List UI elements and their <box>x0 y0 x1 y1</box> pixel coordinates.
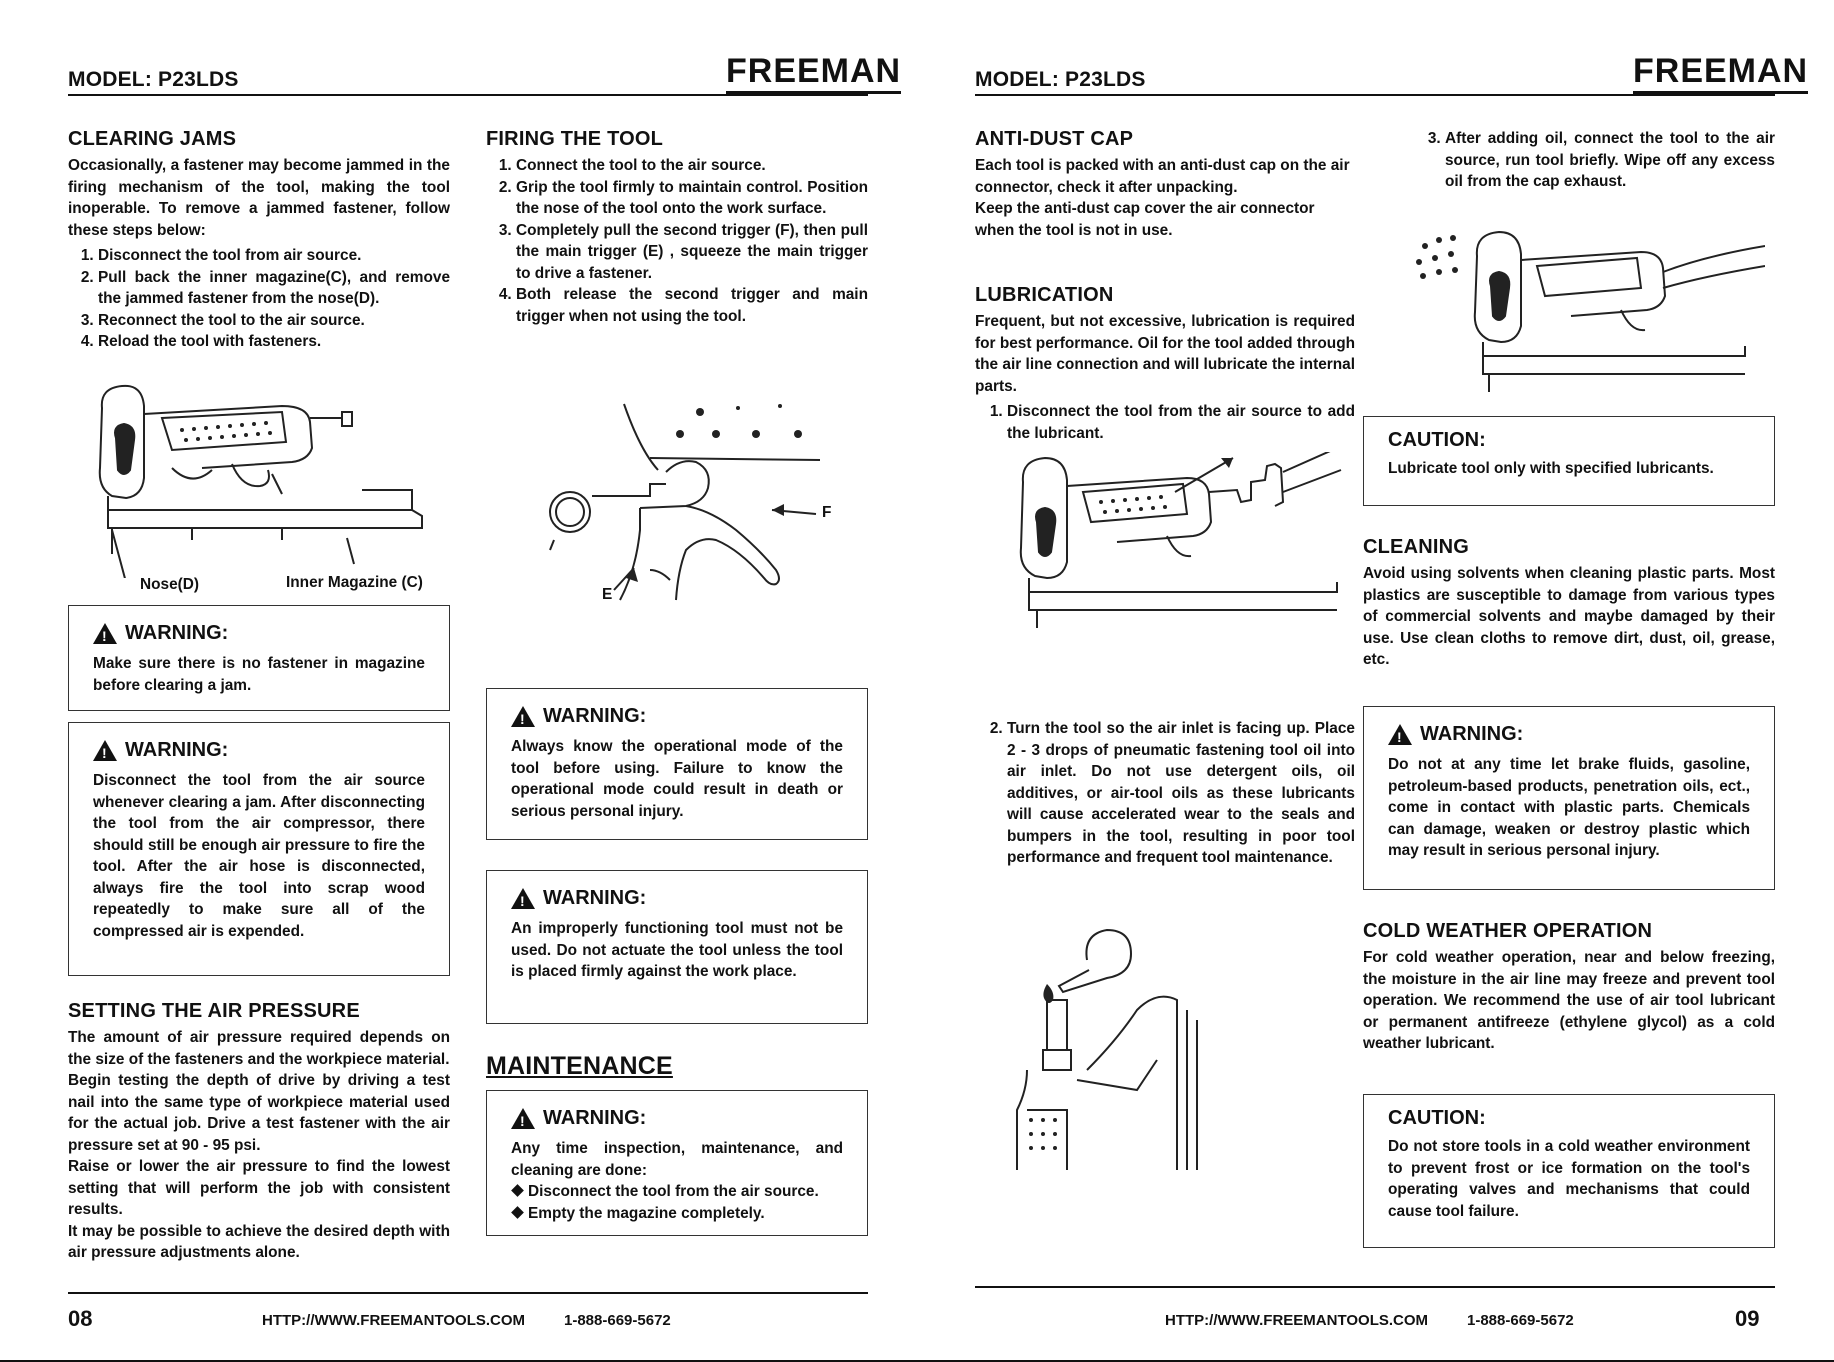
warning-text: Always know the operational mode of the tool before using. Failure to know the operational mode could result in death or serious personal injury. <box>511 738 843 820</box>
warning-icon <box>511 706 535 727</box>
warning-box <box>486 688 868 840</box>
list-item: 3. Completely pull the second trigger (F), then pull the main trigger (E) , squeeze the main trigger to drive a fastener. <box>516 220 868 285</box>
footer-rule <box>975 1286 1775 1288</box>
page-right <box>917 0 1834 1362</box>
list-item: 2. Turn the tool so the air inlet is facing up. Place 2 - 3 drops of pneumatic fastening tool oil into air inlet. Do not use detergent oils, oil additives, or air-tool oils as these lubricants will cause accelerated wear to the seals and bumpers in the tool, resulting in poor tool performance and frequent tool maintenance. <box>1007 718 1355 869</box>
label-nose: Nose(D) <box>140 576 199 593</box>
lubrication-steps <box>975 718 1355 869</box>
clearing-jams-intro: Occasionally, a fastener may become jammed in the firing mechanism of the tool, making the tool inoperable. To remove a jammed fastener, follow these steps below: <box>68 157 450 239</box>
brand-logo <box>1633 54 1808 94</box>
paragraph: Avoid using solvents when cleaning plastic parts. Most plastics are susceptible to damage from various types of commercial solvents and maybe damaged by their use. Use clean cloths to remove dirt, dust, oil, grease, etc. <box>1363 565 1775 668</box>
lubrication-step-2 <box>975 718 1355 869</box>
section-title: COLD WEATHER OPERATION <box>1363 920 1653 942</box>
brand-logo <box>726 54 901 94</box>
cold-weather-section <box>1363 920 1775 1055</box>
footer-url: HTTP://WWW.FREEMANTOOLS.COM <box>1165 1312 1429 1329</box>
paragraph: Begin testing the depth of drive by driving a test nail into the same type of workpiece material used for the actual job. Drive a test fastener with the air pressure set at 90 - 95 psi. <box>68 1072 450 1154</box>
air-pressure-section <box>68 1000 450 1264</box>
list-item: 2. Pull back the inner magazine(C), and remove the jammed fastener from the nose(D). <box>98 267 450 310</box>
header-rule <box>68 94 868 96</box>
model-label: MODEL: P23LDS <box>68 68 239 91</box>
section-title: LUBRICATION <box>975 284 1114 306</box>
warning-icon <box>1388 724 1412 745</box>
warning-text: Disconnect the tool from the air source whenever clearing a jam. After disconnecting the tool from the air compressor, there should still be enough air pressure to fire the tool. After the air hose is disconnected, always fire the tool into scrap wood repeatedly to make sure all of the compressed air is expended. <box>93 772 425 940</box>
list-item: 1. Disconnect the tool from air source. <box>98 245 450 267</box>
paragraph: Raise or lower the air pressure to find the lowest setting that will perform the job with consistent results. <box>68 1158 450 1218</box>
list-item: 1. Connect the tool to the air source. <box>516 155 868 177</box>
caution-title: CAUTION: <box>1388 1107 1486 1129</box>
warning-box <box>1363 706 1775 890</box>
list-item <box>511 1203 843 1225</box>
stapler-side-illustration <box>82 378 442 578</box>
list-item: 4. Both release the second trigger and main trigger when not using the tool. <box>516 284 868 327</box>
warning-text: An improperly functioning tool must not be used. Do not actuate the tool unless the tool is placed firmly against the work place. <box>511 920 843 980</box>
lubrication-section <box>975 284 1355 444</box>
list-item: 3. After adding oil, connect the tool to the air source, run tool briefly. Wipe off any excess oil from the cap exhaust. <box>1445 128 1775 193</box>
warning-box <box>486 1090 868 1236</box>
cleaning-section <box>1363 536 1775 671</box>
caution-text: Lubricate tool only with specified lubricants. <box>1388 460 1714 477</box>
section-title: SETTING THE AIR PRESSURE <box>68 1000 360 1022</box>
footer-url: HTTP://WWW.FREEMANTOOLS.COM <box>262 1312 526 1329</box>
model-label: MODEL: P23LDS <box>975 68 1146 91</box>
oiling-illustration <box>1007 920 1227 1170</box>
page-number: 08 <box>68 1306 93 1331</box>
footer-rule <box>68 1292 868 1294</box>
warning-title: WARNING: <box>125 622 229 644</box>
lubrication-step-3 <box>1413 128 1775 193</box>
caution-box <box>1363 416 1775 506</box>
caution-title: CAUTION: <box>1388 429 1486 451</box>
warning-icon <box>511 1108 535 1129</box>
clearing-jams-section <box>68 128 450 353</box>
label-inner-magazine: Inner Magazine (C) <box>286 574 423 591</box>
warning-title: WARNING: <box>1420 723 1524 745</box>
warning-title: WARNING: <box>125 739 229 761</box>
paragraph: Each tool is packed with an anti-dust cap on the air connector, check it after unpacking. <box>975 157 1350 196</box>
warning-text: Any time inspection, maintenance, and cleaning are done: <box>511 1140 843 1179</box>
list-item: 4. Reload the tool with fasteners. <box>98 331 450 353</box>
list-item <box>511 1181 843 1203</box>
warning-text: Do not at any time let brake fluids, gasoline, petroleum-based products, penetration oils, ect., come in contact with plastic parts. Chemicals can damage, weaken or destroy plastic which may result in serious personal injury. <box>1388 756 1750 859</box>
clearing-jams-steps <box>68 245 450 353</box>
bullet-text: Empty the magazine completely. <box>528 1204 765 1222</box>
warning-box <box>486 870 868 1024</box>
bullet-icon <box>511 1184 524 1197</box>
logo-text: FREEMAN <box>1633 52 1809 90</box>
section-title: CLEARING JAMS <box>68 128 237 150</box>
footer-phone: 1-888-669-5672 <box>1467 1312 1574 1329</box>
caution-box <box>1363 1094 1775 1248</box>
paragraph: For cold weather operation, near and below freezing, the moisture in the air line may freeze and prevent tool operation. We recommend the use of air tool lubricant or permanent antifreeze (ethylene glycol) as a cold weather lubricant. <box>1363 949 1775 1052</box>
warning-icon <box>93 623 117 644</box>
trigger-illustration <box>540 400 840 610</box>
warning-icon <box>93 740 117 761</box>
lubrication-steps <box>1413 128 1775 193</box>
list-item: 1. Disconnect the tool from the air source to add the lubricant. <box>1007 401 1355 444</box>
paragraph: The amount of air pressure required depends on the size of the fasteners and the workpiece material. <box>68 1029 450 1068</box>
bullet-text: Disconnect the tool from the air source. <box>528 1183 819 1200</box>
lubrication-steps <box>975 401 1355 444</box>
warning-box <box>68 722 450 976</box>
section-title: CLEANING <box>1363 536 1470 558</box>
warning-text: Make sure there is no fastener in magazine before clearing a jam. <box>93 655 425 694</box>
list-item: 3. Reconnect the tool to the air source. <box>98 310 450 332</box>
warning-title: WARNING: <box>543 887 647 909</box>
warning-title: WARNING: <box>543 705 647 727</box>
paragraph: Keep the anti-dust cap cover the air connector when the tool is not in use. <box>975 200 1315 239</box>
section-title: FIRING THE TOOL <box>486 128 664 150</box>
anti-dust-section <box>975 128 1355 241</box>
caution-text: Do not store tools in a cold weather environment to prevent frost or ice formation on the tool's operating valves and mechanisms that could cause tool failure. <box>1388 1138 1750 1220</box>
firing-steps <box>486 155 868 327</box>
warning-icon <box>511 888 535 909</box>
footer-phone: 1-888-669-5672 <box>564 1312 671 1329</box>
header-rule <box>975 94 1775 96</box>
stapler-exhaust-illustration <box>1405 226 1765 396</box>
list-item: 2. Grip the tool firmly to maintain control. Position the nose of the tool onto the work surface. <box>516 177 868 220</box>
warning-box <box>68 605 450 711</box>
maintenance-section <box>486 1052 868 1085</box>
page-number: 09 <box>1735 1306 1760 1331</box>
label-main-trigger: E <box>602 586 613 603</box>
stapler-air-connector-illustration <box>1007 452 1347 652</box>
label-second-trigger: F <box>822 504 832 521</box>
warning-title: WARNING: <box>543 1107 647 1129</box>
section-title: MAINTENANCE <box>486 1052 673 1080</box>
firing-section <box>486 128 868 327</box>
section-title: ANTI-DUST CAP <box>975 128 1134 150</box>
logo-text: FREEMAN <box>726 52 902 90</box>
paragraph: It may be possible to achieve the desired depth with air pressure adjustments alone. <box>68 1222 450 1261</box>
paragraph: Frequent, but not excessive, lubrication is required for best performance. Oil for the tool added through the air line connection and will lubricate the internal parts. <box>975 313 1355 395</box>
bullet-icon <box>511 1206 524 1219</box>
